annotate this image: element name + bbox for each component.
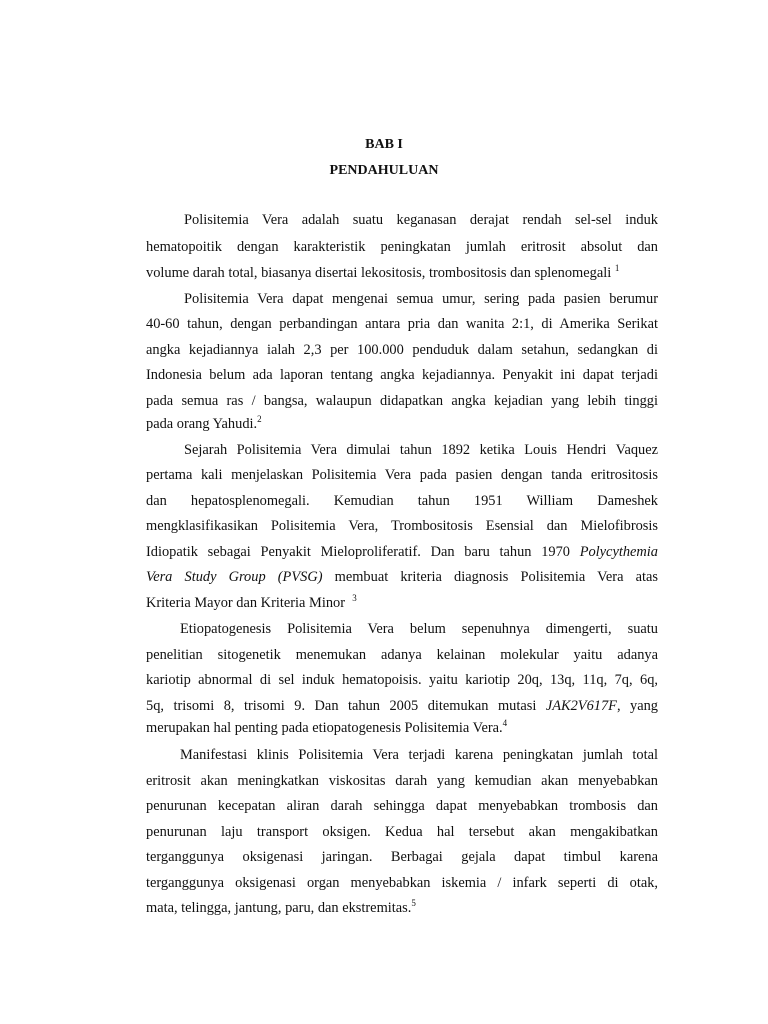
paragraph-line: terganggunya oksigenasi organ menyebabkan iskemia / infark seperti di otak, xyxy=(146,875,658,891)
paragraph-line: pada orang Yahudi.$^2$ xyxy=(146,414,262,432)
footnote-ref: 4 xyxy=(502,718,508,728)
paragraph-line: Polisitemia Vera dapat mengenai semua umur, sering pada pasien berumur xyxy=(184,291,658,307)
paragraph-line: mata, telingga, jantung, paru, dan ekstremitas.$^5$ xyxy=(146,898,416,916)
paragraph-line: penelitian sitogenetik menemukan adanya kelainan molekular yaitu adanya xyxy=(146,647,658,663)
paragraph-line: mengklasifikasikan Polisitemia Vera, Trombositosis Esensial dan Mielofibrosis xyxy=(146,518,658,534)
chapter-number: BAB I xyxy=(365,137,403,152)
italic-term: Polycythemia xyxy=(579,544,658,560)
paragraph-line: Sejarah Polisitemia Vera dimulai tahun 1892 ketika Louis Hendri Vaquez xyxy=(184,442,658,458)
footnote-ref: 5 xyxy=(411,898,416,908)
paragraph-line: pertama kali menjelaskan Polisitemia Vera pada pasien dengan tanda eritrositosis xyxy=(146,467,658,483)
paragraph-line: pada semua ras / bangsa, walaupun didapatkan angka kejadian yang lebih tinggi xyxy=(146,393,658,409)
paragraph-line: hematopoitik dengan karakteristik peningkatan jumlah eritrosit absolut dan xyxy=(146,239,658,255)
paragraph-line: Etiopatogenesis Polisitemia Vera belum sepenuhnya dimengerti, suatu xyxy=(180,621,658,637)
paragraph-line: Manifestasi klinis Polisitemia Vera terjadi karena peningkatan jumlah total xyxy=(180,747,658,763)
paragraph-line: Vera Study Group (PVSG) membuat kriteria diagnosis Polisitemia Vera atas xyxy=(146,569,658,585)
italic-term: JAK2V617F xyxy=(545,698,617,714)
paragraph-line: dan hepatosplenomegali. Kemudian tahun 1951 William Dameshek xyxy=(146,493,658,509)
paragraph-line: kariotip abnormal di sel induk hematopoisis. yaitu kariotip 20q, 13q, 11q, 7q, 6q, xyxy=(146,672,658,688)
paragraph-line: angka kejadiannya ialah 2,3 per 100.000 penduduk dalam setahun, sedangkan di xyxy=(146,342,658,358)
footnote-ref: 3 xyxy=(352,593,357,603)
paragraph-line: volume darah total, biasanya disertai lekositosis, trombositosis dan splenomegali $^1$ xyxy=(146,263,620,281)
footnote-ref: 2 xyxy=(257,414,262,424)
paragraph-line: penurunan laju transport oksigen. Kedua hal tersebut akan mengakibatkan xyxy=(146,824,658,840)
paragraph-line: Kriteria Mayor dan Kriteria Minor $^3$ xyxy=(146,593,357,611)
paragraph-line: terganggunya oksigenasi jaringan. Berbagai gejala dapat timbul karena xyxy=(146,849,658,865)
paragraph-line: penurunan kecepatan aliran darah sehingga dapat menyebabkan trombosis dan xyxy=(146,798,658,814)
footnote-ref: 1 xyxy=(614,263,620,273)
paragraph-line: 40-60 tahun, dengan perbandingan antara pria dan wanita 2:1, di Amerika Serikat xyxy=(146,316,658,332)
chapter-title: PENDAHULUAN xyxy=(329,163,439,178)
paragraph-line: Idiopatik sebagai Penyakit Mieloproliferatif. Dan baru tahun 1970 Polycythemia xyxy=(146,544,658,560)
paragraph-line: Indonesia belum ada laporan tentang angka kejadiannya. Penyakit ini dapat terjadi xyxy=(146,367,658,383)
paragraph-line: Polisitemia Vera adalah suatu keganasan derajat rendah sel-sel induk xyxy=(184,212,658,228)
italic-term: Vera Study Group (PVSG) xyxy=(146,569,323,585)
paragraph-line: eritrosit akan meningkatkan viskositas darah yang kemudian akan menyebabkan xyxy=(146,773,658,789)
paragraph-line: 5q, trisomi 8, trisomi 9. Dan tahun 2005 ditemukan mutasi JAK2V617F, yang xyxy=(146,698,659,714)
paragraph-line: merupakan hal penting pada etiopatogenesis Polisitemia Vera.$^4$ xyxy=(146,718,508,736)
